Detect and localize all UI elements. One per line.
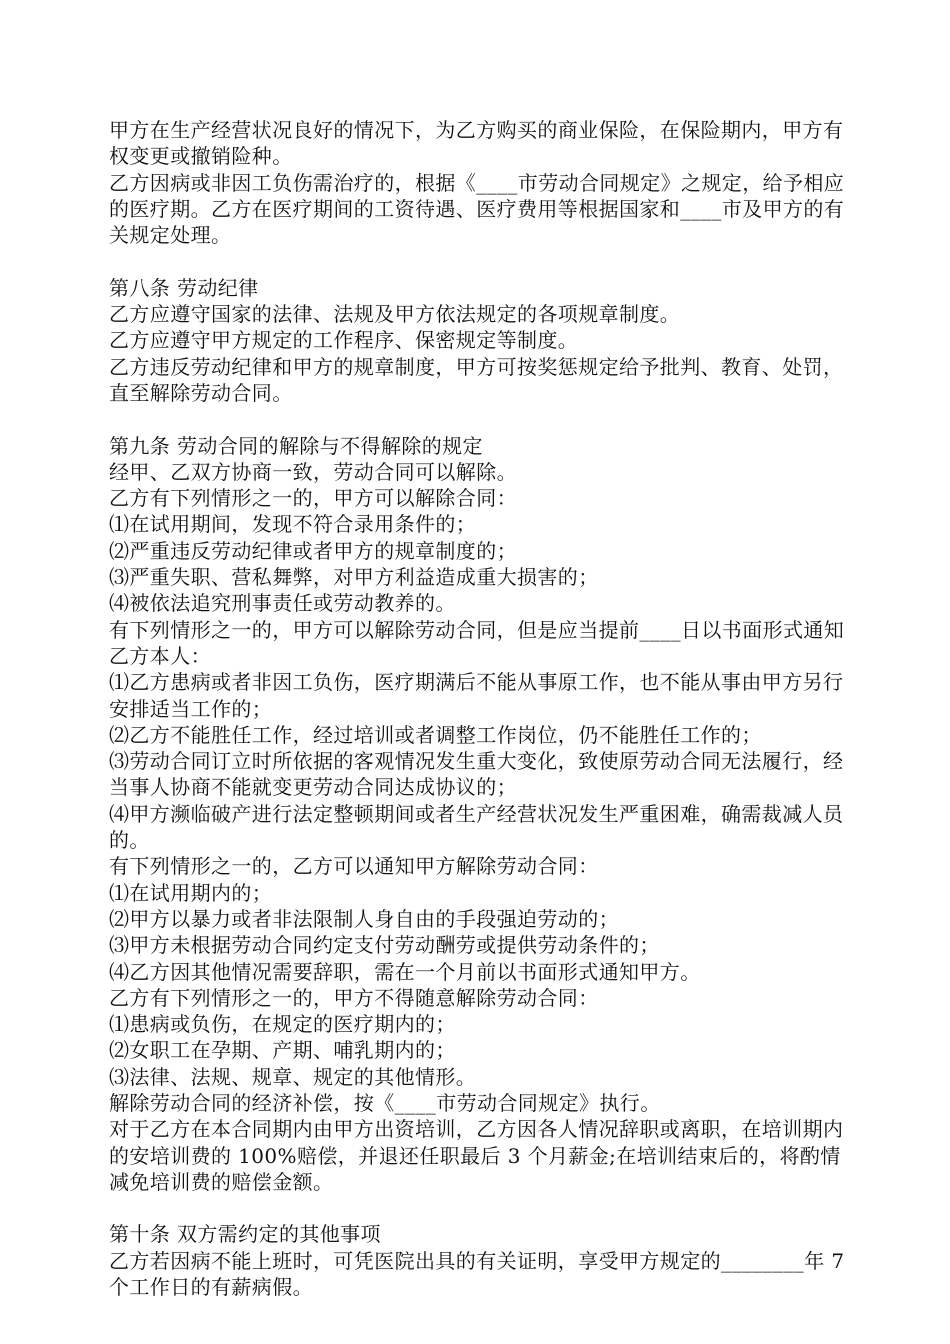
list-item: ⑴在试用期间，发现不符合录用条件的； — [109, 512, 477, 537]
section-article-8 — [109, 275, 849, 406]
list-item: ⑷被依法追究刑事责任或劳动教养的。 — [109, 591, 456, 616]
list-item: ⑷甲方濒临破产进行法定整顿期间或者生产经营状况发生严重困难，确需裁减人员的。 — [109, 801, 844, 853]
list-item: ⑵甲方以暴力或者非法限制人身自由的手段强迫劳动的； — [109, 906, 619, 931]
intro-paragraph-2: 乙方因病或非因工负伤需治疗的，根据《____市劳动合同规定》之规定，给予相应的医疗期。乙方在医疗期间的工资待遇、医疗费用等根据国家和____市及甲方的有关规定处理。 — [109, 170, 845, 248]
list-item: ⑶法律、法规、规章、规定的其他情形。 — [109, 1064, 477, 1089]
section-gap — [109, 248, 849, 274]
list-item: ⑶严重失职、营私舞弊，对甲方利益造成重大损害的； — [109, 565, 599, 590]
paragraph: 有下列情形之一的，乙方可以通知甲方解除劳动合同： — [109, 854, 599, 879]
list-item: ⑴患病或负伤，在规定的医疗期内的； — [109, 1012, 456, 1037]
paragraph: 乙方有下列情形之一的，甲方可以解除合同： — [109, 486, 517, 511]
paragraph: 乙方应遵守国家的法律、法规及甲方依法规定的各项规章制度。 — [109, 302, 681, 327]
section-gap — [109, 1195, 849, 1221]
section-title: 第十条 双方需约定的其他事项 — [109, 1222, 381, 1247]
list-item: ⑶劳动合同订立时所依据的客观情况发生重大变化，致使原劳动合同无法履行，经当事人协商不能就变更劳动合同达成协议的； — [109, 749, 844, 800]
document-body — [109, 117, 852, 1300]
section-article-9 — [109, 433, 849, 1196]
intro-paragraph-1: 甲方在生产经营状况良好的情况下，为乙方购买的商业保险，在保险期内，甲方有权变更或撤销险种。 — [109, 118, 844, 169]
list-item: ⑴在试用期内的； — [109, 880, 273, 905]
section-gap — [109, 406, 849, 432]
paragraph: 经甲、乙双方协商一致，劳动合同可以解除。 — [109, 459, 517, 484]
list-item: ⑵女职工在孕期、产期、哺乳期内的； — [109, 1038, 456, 1063]
section-title: 第九条 劳动合同的解除与不得解除的规定 — [109, 433, 483, 458]
section-article-10 — [109, 1221, 852, 1300]
paragraph: 乙方违反劳动纪律和甲方的规章制度，甲方可按奖惩规定给予批判、教育、处罚，直至解除劳动合同。 — [109, 354, 844, 405]
paragraph: 有下列情形之一的，甲方可以解除劳动合同，但是应当提前____日以书面形式通知乙方本人： — [109, 617, 845, 668]
list-item: ⑵严重违反劳动纪律或者甲方的规章制度的； — [109, 538, 517, 563]
paragraph: 对于乙方在本合同期内由甲方出资培训，乙方因各人情况辞职或离职，在培训期内的安培训费的 100%赔偿，并退还任职最后 3 个月薪金;在培训结束后的，将酌情减免培训费的赔偿金额。 — [109, 1117, 844, 1194]
list-item: ⑴乙方患病或者非因工负伤，医疗期满后不能从事原工作，也不能从事由甲方另行安排适当工作的； — [109, 670, 844, 721]
paragraph: 乙方若因病不能上班时，可凭医院出具的有关证明，享受甲方规定的________年 7 个工作日的有薪病假。 — [109, 1248, 852, 1300]
paragraph: 乙方有下列情形之一的，甲方不得随意解除劳动合同： — [109, 985, 599, 1010]
paragraph: 解除劳动合同的经济补偿，按《____市劳动合同规定》执行。 — [109, 1090, 661, 1115]
paragraph: 乙方应遵守甲方规定的工作程序、保密规定等制度。 — [109, 328, 579, 353]
list-item: ⑷乙方因其他情况需要辞职，需在一个月前以书面形式通知甲方。 — [109, 959, 701, 984]
list-item: ⑵乙方不能胜任工作，经过培训或者调整工作岗位，仍不能胜任工作的； — [109, 722, 762, 747]
section-title: 第八条 劳动纪律 — [109, 275, 259, 300]
list-item: ⑶甲方未根据劳动合同约定支付劳动酬劳或提供劳动条件的； — [109, 933, 660, 958]
